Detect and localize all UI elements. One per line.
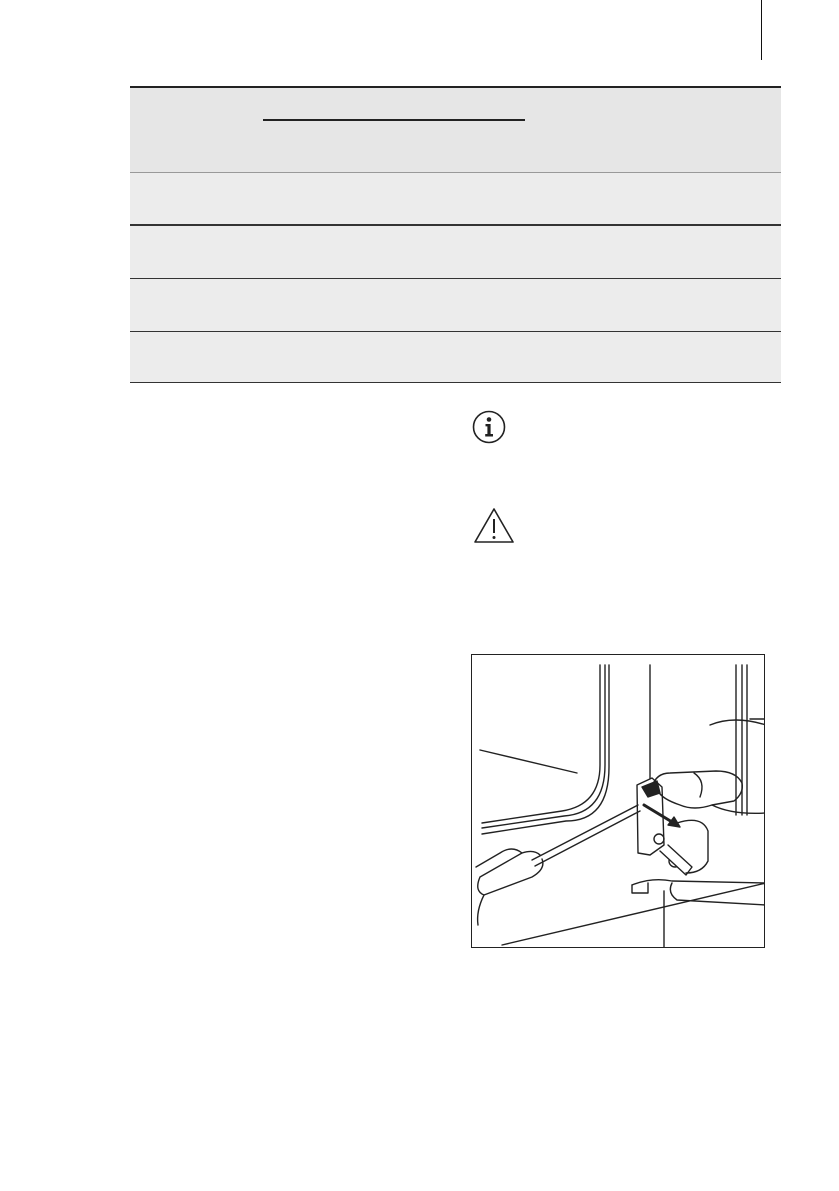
table-header-group-rule xyxy=(263,119,525,121)
table-row xyxy=(130,279,781,332)
table-row xyxy=(130,332,781,383)
data-table xyxy=(130,86,781,383)
table-header xyxy=(130,86,781,174)
page-edge-rule xyxy=(761,0,762,60)
warning-triangle-icon xyxy=(473,507,515,544)
table-row xyxy=(130,226,781,279)
oven-door-hinge-illustration xyxy=(471,654,765,948)
info-circle-icon xyxy=(472,410,506,444)
table-row xyxy=(130,172,781,226)
